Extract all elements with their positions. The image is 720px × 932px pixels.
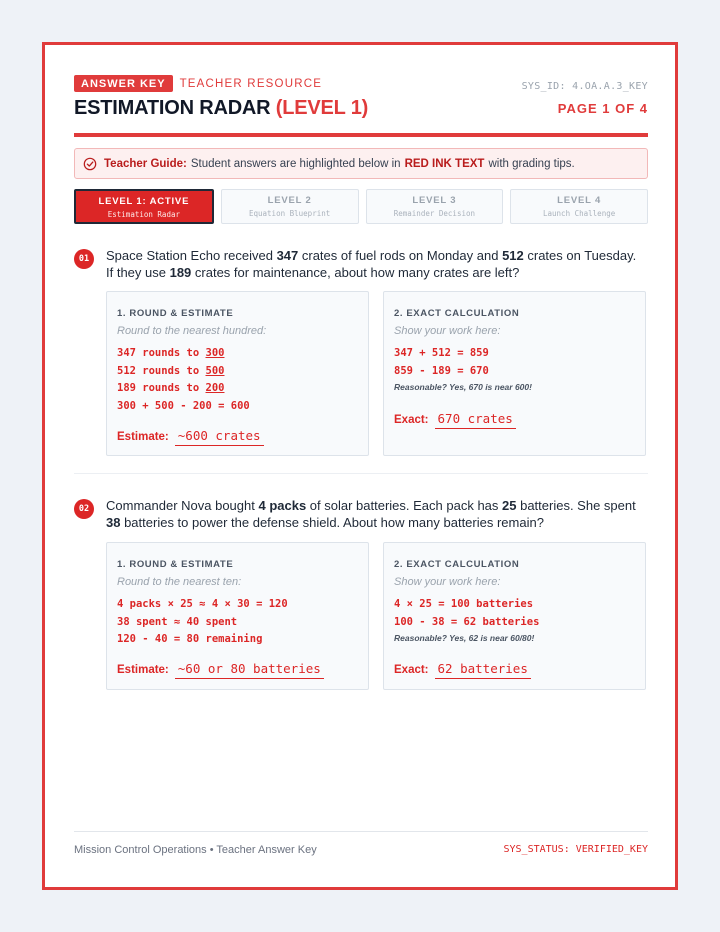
tab-subtitle: Remainder Decision <box>393 209 476 218</box>
tab-level-1[interactable] <box>74 189 214 224</box>
answer-key-badge: ANSWER KEY <box>74 75 173 92</box>
tab-title: LEVEL 3 <box>412 195 457 206</box>
teacher-guide-banner <box>74 148 648 179</box>
work-line: 347 rounds to 300 <box>117 347 225 359</box>
card-heading: 1. ROUND & ESTIMATE <box>117 308 234 319</box>
header-badges <box>74 75 322 92</box>
tab-title: LEVEL 2 <box>267 195 312 206</box>
problem-divider <box>74 473 648 474</box>
footer-left: Mission Control Operations • Teacher Answer Key <box>74 844 317 856</box>
guide-highlight: RED INK TEXT <box>404 157 485 170</box>
title-level: (LEVEL 1) <box>275 97 369 119</box>
guide-text-after: with grading tips. <box>488 157 575 170</box>
answer-label: Exact: <box>394 414 429 426</box>
work-line: 189 rounds to 200 <box>117 382 225 394</box>
tab-title: LEVEL 1: ACTIVE <box>98 196 190 207</box>
card-hint: Round to the nearest ten: <box>117 576 242 588</box>
page-title <box>74 97 368 120</box>
problem-2 <box>74 497 648 697</box>
card-heading: 1. ROUND & ESTIMATE <box>117 559 234 570</box>
card-hint: Round to the nearest hundred: <box>117 325 267 337</box>
problem-question: Commander Nova bought 4 packs of solar batteries. Each pack has 25 batteries. She spent 38 batteries to power the defense shield. About how many batteries remain? <box>106 498 636 530</box>
work-line: 38 spent ≈ 40 spent <box>117 615 238 628</box>
answer-label: Estimate: <box>117 664 169 676</box>
answer-value: 670 crates <box>435 411 516 429</box>
problem-number: 01 <box>74 249 94 269</box>
answer-value: 62 batteries <box>435 661 531 679</box>
tab-level-4[interactable] <box>510 189 648 224</box>
card-hint: Show your work here: <box>394 576 501 588</box>
card-hint: Show your work here: <box>394 325 501 337</box>
work-line: 300 + 500 - 200 = 600 <box>117 399 250 412</box>
problem-1 <box>74 247 648 457</box>
work-line: 859 - 189 = 670 <box>394 364 489 377</box>
estimate-answer <box>117 428 264 446</box>
answer-label: Estimate: <box>117 431 169 443</box>
exact-card <box>383 542 646 690</box>
tab-subtitle: Equation Blueprint <box>248 209 331 218</box>
worksheet-page <box>42 42 678 890</box>
check-circle-icon <box>83 157 97 171</box>
answer-value: ~60 or 80 batteries <box>175 661 324 679</box>
tab-subtitle: Estimation Radar <box>107 210 180 219</box>
work-line: 347 + 512 = 859 <box>394 347 489 359</box>
estimate-card <box>106 291 369 456</box>
reasonable-note: Reasonable? Yes, 670 is near 600! <box>394 382 532 392</box>
guide-label: Teacher Guide: <box>104 157 187 170</box>
teacher-resource-label: TEACHER RESOURCE <box>179 77 323 90</box>
guide-text-before: Student answers are highlighted below in <box>190 157 401 170</box>
title-main: ESTIMATION RADAR <box>74 97 271 119</box>
tab-title: LEVEL 4 <box>557 195 602 206</box>
work-line: 512 rounds to 500 <box>117 364 225 377</box>
exact-card <box>383 291 646 456</box>
footer-rule <box>74 831 648 832</box>
answer-value: ~600 crates <box>175 428 264 446</box>
page-number: PAGE 1 OF 4 <box>557 101 648 116</box>
card-heading: 2. EXACT CALCULATION <box>394 559 520 570</box>
exact-answer <box>394 411 516 429</box>
work-line: 100 - 38 = 62 batteries <box>394 615 540 628</box>
footer-status: SYS_STATUS: VERIFIED_KEY <box>503 844 648 855</box>
header-rule <box>74 133 648 137</box>
estimate-answer <box>117 661 324 679</box>
exact-answer <box>394 661 531 679</box>
tab-subtitle: Launch Challenge <box>543 209 616 218</box>
tab-level-3[interactable] <box>366 189 504 224</box>
problem-number: 02 <box>74 499 94 519</box>
answer-label: Exact: <box>394 664 429 676</box>
problem-question: Space Station Echo received 347 crates of fuel rods on Monday and 512 crates on Tuesday. If they use 189 crates for maintenance, about how many crates are left? <box>106 248 637 280</box>
work-line: 4 × 25 = 100 batteries <box>394 598 534 610</box>
reasonable-note: Reasonable? Yes, 62 is near 60/80! <box>394 633 535 643</box>
system-id: SYS_ID: 4.OA.A.3_KEY <box>521 81 648 92</box>
estimate-card <box>106 542 369 690</box>
work-line: 120 - 40 = 80 remaining <box>117 633 263 645</box>
card-heading: 2. EXACT CALCULATION <box>394 308 520 319</box>
tab-level-2[interactable] <box>221 189 359 224</box>
work-line: 4 packs × 25 ≈ 4 × 30 = 120 <box>117 598 288 610</box>
level-tabs <box>74 189 648 224</box>
